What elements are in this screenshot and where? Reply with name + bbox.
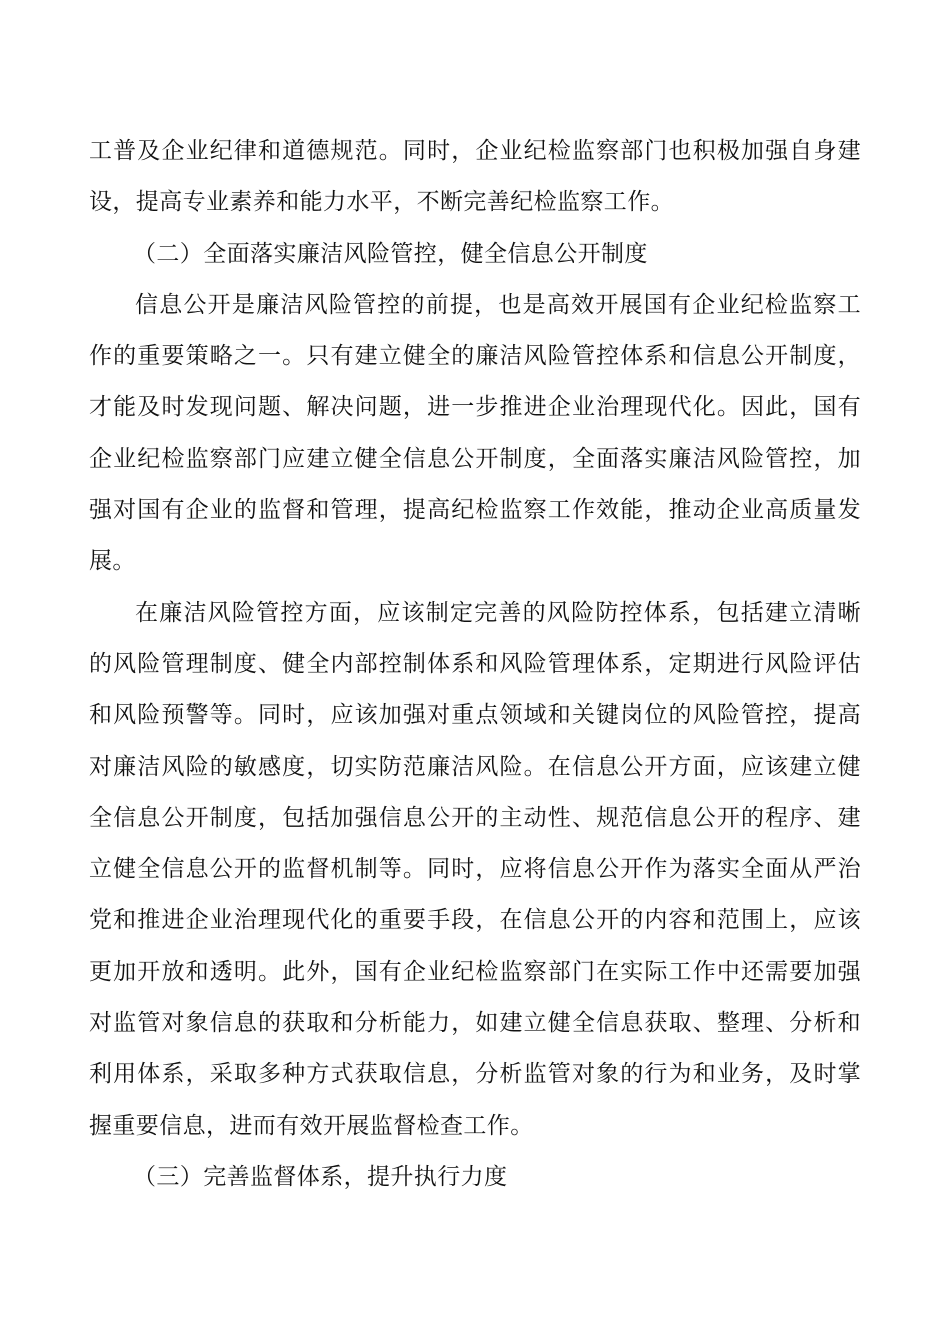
paragraph-continuation [89,126,861,229]
text-line: 强对国有企业的监督和管理，提高纪检监察工作效能，推动企业高质量发 [89,497,861,524]
text-line: 企业纪检监察部门应建立健全信息公开制度，全面落实廉洁风险管控，加 [89,445,861,472]
text-line: 的风险管理制度、健全内部控制体系和风险管理体系，定期进行风险评估 [89,650,861,677]
section-heading: （二）全面落实廉洁风险管控，健全信息公开制度 [133,240,648,267]
text-line: 握重要信息，进而有效开展监督检查工作。 [89,1112,534,1139]
text-line: 立健全信息公开的监督机制等。同时，应将信息公开作为落实全面从严治 [89,856,861,883]
paragraph [89,280,861,588]
text-line: 利用体系，采取多种方式获取信息，分析监管对象的行为和业务，及时掌 [89,1061,861,1088]
text-line: 全信息公开制度，包括加强信息公开的主动性、规范信息公开的程序、建 [89,804,861,831]
text-line: 工普及企业纪律和道德规范。同时，企业纪检监察部门也积极加强自身建 [89,138,861,164]
section-heading: （三）完善监督体系，提升执行力度 [133,1163,508,1190]
document-body [89,126,861,1203]
text-line: 才能及时发现问题、解决问题，进一步推进企业治理现代化。因此，国有 [89,394,861,421]
text-line: 更加开放和透明。此外，国有企业纪检监察部门在实际工作中还需要加强 [89,958,861,985]
text-line: 党和推进企业治理现代化的重要手段，在信息公开的内容和范围上，应该 [89,907,861,934]
text-line: 信息公开是廉洁风险管控的前提，也是高效开展国有企业纪检监察工 [135,291,861,318]
text-line: 展。 [89,548,136,575]
text-line: 对监管对象信息的获取和分析能力，如建立健全信息获取、整理、分析和 [89,1010,861,1037]
text-line: 在廉洁风险管控方面，应该制定完善的风险防控体系，包括建立清晰 [135,599,861,626]
text-line: 设，提高专业素养和能力水平，不断完善纪检监察工作。 [89,189,674,216]
text-line: 作的重要策略之一。只有建立健全的廉洁风险管控体系和信息公开制度， [89,343,861,370]
text-line: 对廉洁风险的敏感度，切实防范廉洁风险。在信息公开方面，应该建立健 [89,753,861,780]
paragraph [89,588,861,1152]
text-line: 和风险预警等。同时，应该加强对重点领域和关键岗位的风险管控，提高 [89,702,861,729]
